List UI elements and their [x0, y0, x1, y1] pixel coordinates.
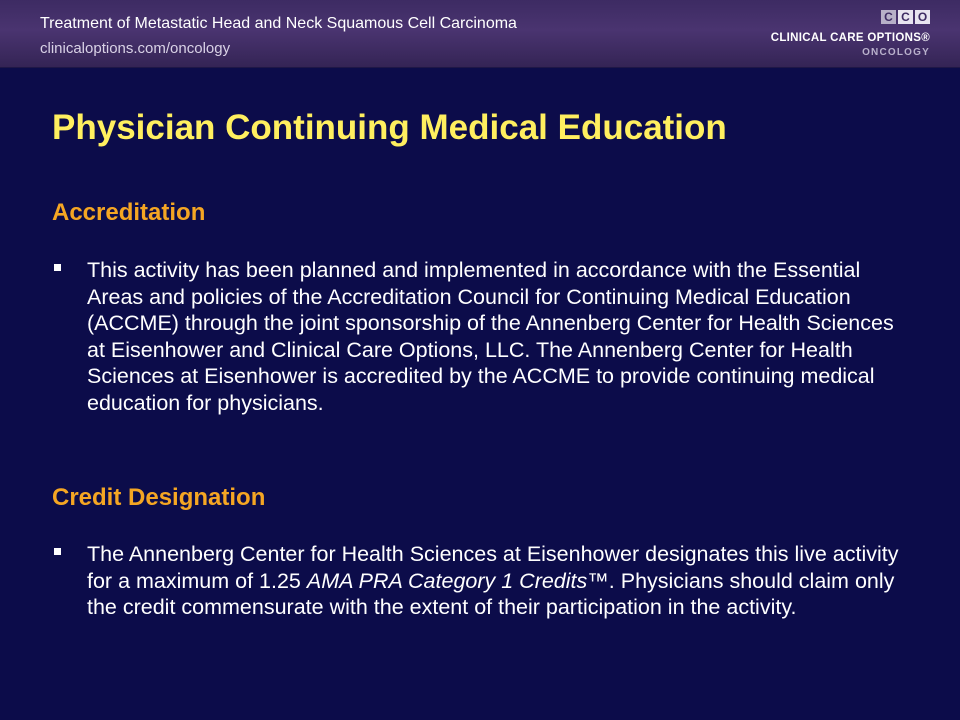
square-bullet-icon — [54, 548, 61, 555]
logo-letter: O — [915, 10, 930, 24]
slide-title: Physician Continuing Medical Education — [52, 108, 727, 147]
accreditation-text: This activity has been planned and implemented in accordance with the Essential Areas and policies of the Accreditation Council for Continuing Medical Education (ACCME) through the joint sponsorship of the Annenberg Center for Health Sciences at Eisenhower and Clinical Care Options, LLC. The Annenberg Center for Health Sciences at Eisenhower is accredited by the ACCME to provide continuing medical education for physicians. — [87, 258, 894, 415]
credit-text-part2: . Physicians should claim only the credit commensurate with the extent of their participation in the activity. — [87, 568, 895, 619]
logo-letter: C — [881, 10, 896, 24]
credit-designation-heading: Credit Designation — [52, 484, 266, 511]
credit-text-part1: The Annenberg Center for Health Sciences at Eisenhower designates this live activity for a maximum of 1.25 — [87, 542, 899, 593]
website-url: clinicaloptions.com/oncology — [40, 40, 231, 57]
header-bar — [0, 0, 960, 68]
logo-letter: C — [898, 10, 913, 24]
accreditation-heading: Accreditation — [52, 199, 206, 226]
credit-text-italic: AMA PRA Category 1 Credits™ — [306, 568, 609, 593]
logo-mark — [881, 10, 930, 24]
logo-brand-name: CLINICAL CARE OPTIONS® — [770, 32, 930, 44]
clinical-care-options-logo — [770, 10, 930, 60]
logo-subtitle: ONCOLOGY — [862, 47, 930, 58]
square-bullet-icon — [54, 264, 61, 271]
credit-designation-text — [87, 541, 912, 621]
presentation-title: Treatment of Metastatic Head and Neck Squamous Cell Carcinoma — [40, 15, 517, 32]
